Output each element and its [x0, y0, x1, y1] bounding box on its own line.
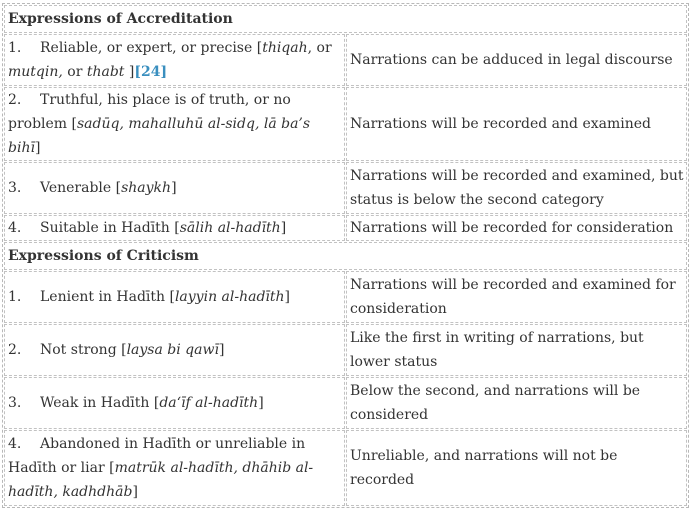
term-text: ]: [34, 140, 41, 156]
row-number: 2.: [8, 92, 22, 108]
table-row: [4, 430, 687, 506]
term-arabic: layyin al-hadīth: [174, 289, 285, 305]
term-text: Reliable, or expert, or precise [: [40, 40, 263, 56]
term-cell: [4, 377, 345, 429]
term-cell: [4, 162, 345, 214]
term-text: Suitable in Hadīth [: [40, 220, 180, 236]
term-arabic: laysa bi qawī: [126, 342, 219, 358]
row-number: 4.: [8, 220, 22, 236]
term-text: ]: [218, 342, 225, 358]
term-cell: [4, 430, 345, 506]
table-row: [4, 162, 687, 214]
term-arabic: da‘īf al-hadīth: [159, 395, 259, 411]
table-row: [4, 324, 687, 376]
section-header-row: [4, 5, 687, 33]
meaning-cell: Narrations will be recorded and examined for consideration: [346, 271, 687, 323]
meaning-cell: Unreliable, and narrations will not be recorded: [346, 430, 687, 506]
term-text: , or: [307, 40, 332, 56]
term-text: Venerable [: [40, 180, 122, 196]
row-number: 4.: [8, 436, 22, 452]
term-arabic: thabt: [86, 64, 125, 80]
row-number: 1.: [8, 289, 22, 305]
term-text: ]: [258, 395, 264, 411]
table-row: [4, 377, 687, 429]
term-cell: [4, 271, 345, 323]
term-arabic: sadūq, mahalluhū al-sidq, lā ba’s bihī: [8, 116, 311, 156]
term-text: Weak in Hadīth [: [40, 395, 160, 411]
meaning-cell: Narrations will be recorded for consideration: [346, 215, 687, 241]
table-row: [4, 87, 687, 161]
term-text: ]: [280, 220, 287, 236]
term-cell: [4, 34, 345, 86]
meaning-cell: Narrations will be recorded and examined, but status is below the second category: [346, 162, 687, 214]
term-cell: [4, 215, 345, 241]
term-arabic: mutqin,: [8, 64, 63, 80]
meaning-cell: Below the second, and narrations will be considered: [346, 377, 687, 429]
footnote-link[interactable]: [24]: [134, 64, 168, 80]
term-text: Lenient in Hadīth [: [40, 289, 175, 305]
row-number: 1.: [8, 40, 22, 56]
term-cell: [4, 87, 345, 161]
table-row: [4, 34, 687, 86]
section-title-accreditation: Expressions of Accreditation: [4, 5, 687, 33]
meaning-cell: Like the first in writing of narrations, but lower status: [346, 324, 687, 376]
row-number: 3.: [8, 395, 22, 411]
term-text: Abandoned in Hadīth or unreliable in Hadīth or liar [: [8, 436, 306, 476]
table-row: [4, 215, 687, 241]
section-title-criticism: Expressions of Criticism: [4, 242, 687, 270]
term-arabic: shaykh: [121, 180, 172, 196]
term-arabic: matrūk al-hadīth, dhāhib al-hadīth, kadhdhāb: [8, 460, 314, 500]
term-text: ]: [171, 180, 177, 196]
term-text: ]: [132, 484, 138, 500]
row-number: 3.: [8, 180, 22, 196]
term-text: Truthful, his place is of truth, or no problem [: [8, 92, 291, 132]
meaning-cell: Narrations will be recorded and examined: [346, 87, 687, 161]
term-text: ]: [284, 289, 291, 305]
term-text: or: [62, 64, 87, 80]
meaning-cell: Narrations can be adduced in legal discourse: [346, 34, 687, 86]
term-arabic: thiqah: [262, 40, 308, 56]
term-arabic: sālih al-hadīth: [179, 220, 281, 236]
table-row: [4, 271, 687, 323]
section-header-row: [4, 242, 687, 270]
row-number: 2.: [8, 342, 22, 358]
term-text: Not strong [: [40, 342, 127, 358]
term-text: ]: [124, 64, 135, 80]
term-cell: [4, 324, 345, 376]
hadith-terms-table: [2, 3, 689, 508]
